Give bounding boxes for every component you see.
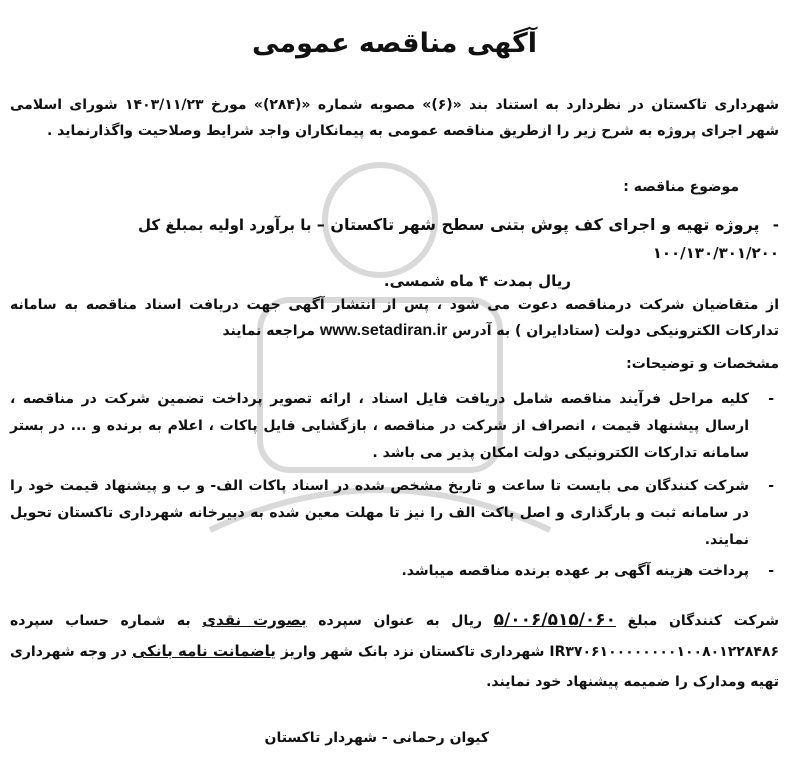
bullet-dash: - [768,563,774,579]
project-name: پروژه تهیه و اجرای کف پوش بتنی سطح شهر تاکستان – [316,215,760,234]
specs-label: مشخصات و توضیحات: [626,356,779,372]
intro-paragraph: شهرداری تاکستان در نظردارد به استناد بند «(۶)» مصوبه شماره «(۲۸۴)» مورخ ۱۴۰۳/۱۱/۲۳ شورای اسلامی شهر اجرای پروژه به شرح زیر را ازطریق مناقصه عمومی به پیمانکاران واجد شرایط وصلاحیت واگذارنماید . [10,97,779,139]
project-description [10,211,779,295]
list-item [10,558,779,585]
invite-paragraph [10,292,779,344]
account-iban: IR۳۷۰۶۱۰۰۰۰۰۰۰۰۱۰۰۸۰۱۲۲۸۴۸۶ [549,644,779,660]
list-item [10,473,779,554]
bullet-dash: - [768,391,774,407]
setadiran-link[interactable]: www.setadiran.ir [319,322,448,339]
deposit-text: در وجه شهرداری تهیه ومدارک را ضمیمه پیشنهاد خود نمایند. [10,644,779,690]
invite-text: از متقاضیان شرکت درمناقصه دعوت می شود ، پس از انتشار آگهی جهت دریافت اسناد مناقصه به سامانه تدارکات الکترونیکی دولت (ستادایران ) به آدرس [10,297,779,339]
cash-emphasis: بصورت نقدی [202,611,307,629]
project-duration: ریال بمدت ۴ ماه شمسی. [383,272,571,290]
subject-label: موضوع مناقصه : [623,179,739,195]
deposit-paragraph [10,605,779,697]
estimate-text: با برآورد اولیه بمبلغ کل [138,216,312,234]
deposit-text: شرکت کنندگان مبلغ [627,613,780,629]
signature: کیوان رحمانی - شهردار تاکستان [264,730,489,746]
list-item [10,386,779,467]
tender-notice [10,0,779,768]
invite-text-end: مراجعه نمایند [222,323,315,339]
bullet-dash: - [768,478,774,494]
project-dash: - [772,216,779,234]
guarantee-emphasis: یاضمانت نامه بانکی [131,642,276,660]
list-item-text: شرکت کنندگان می بایست تا ساعت و تاریخ مشخص شده در اسناد پاکات الف- و ب و پیشنهاد قیمت خود را در سامانه ثبت و بارگذاری و اصل پاکت الف را نیز تا مهلت معین شده به دبیرخانه شهرداری تاکستان تحویل نمایند. [10,478,749,548]
list-item-text: کلیه مراحل فرآیند مناقصه شامل دریافت فایل اسناد ، ارائه تصویر پرداخت تضمین شرکت در مناقصه ، ارسال پیشنهاد قیمت ، انصراف از شرکت در مناقصه ، بازگشایی فایل پاکات ، اعلام به برنده و ... در بستر سامانه تدارکات الکترونیکی دولت امکان پذیر می باشد . [10,391,749,461]
deposit-text: شهرداری تاکستان نزد بانک شهر واریز [280,644,545,660]
deposit-amount: ۵/۰۰۶/۵۱۵/۰۶۰ [493,610,617,630]
list-item-text: پرداخت هزینه آگهی بر عهده برنده مناقصه میباشد. [401,563,749,579]
estimate-amount: ۱۰۰/۱۳۰/۳۰۱/۲۰۰ [652,244,779,262]
specs-list [10,386,779,585]
deposit-text: ریال به عنوان سپرده [318,613,483,629]
deposit-text: به شماره حساب سپرده [10,613,191,629]
page-title: آگهی مناقصه عمومی [252,28,537,59]
